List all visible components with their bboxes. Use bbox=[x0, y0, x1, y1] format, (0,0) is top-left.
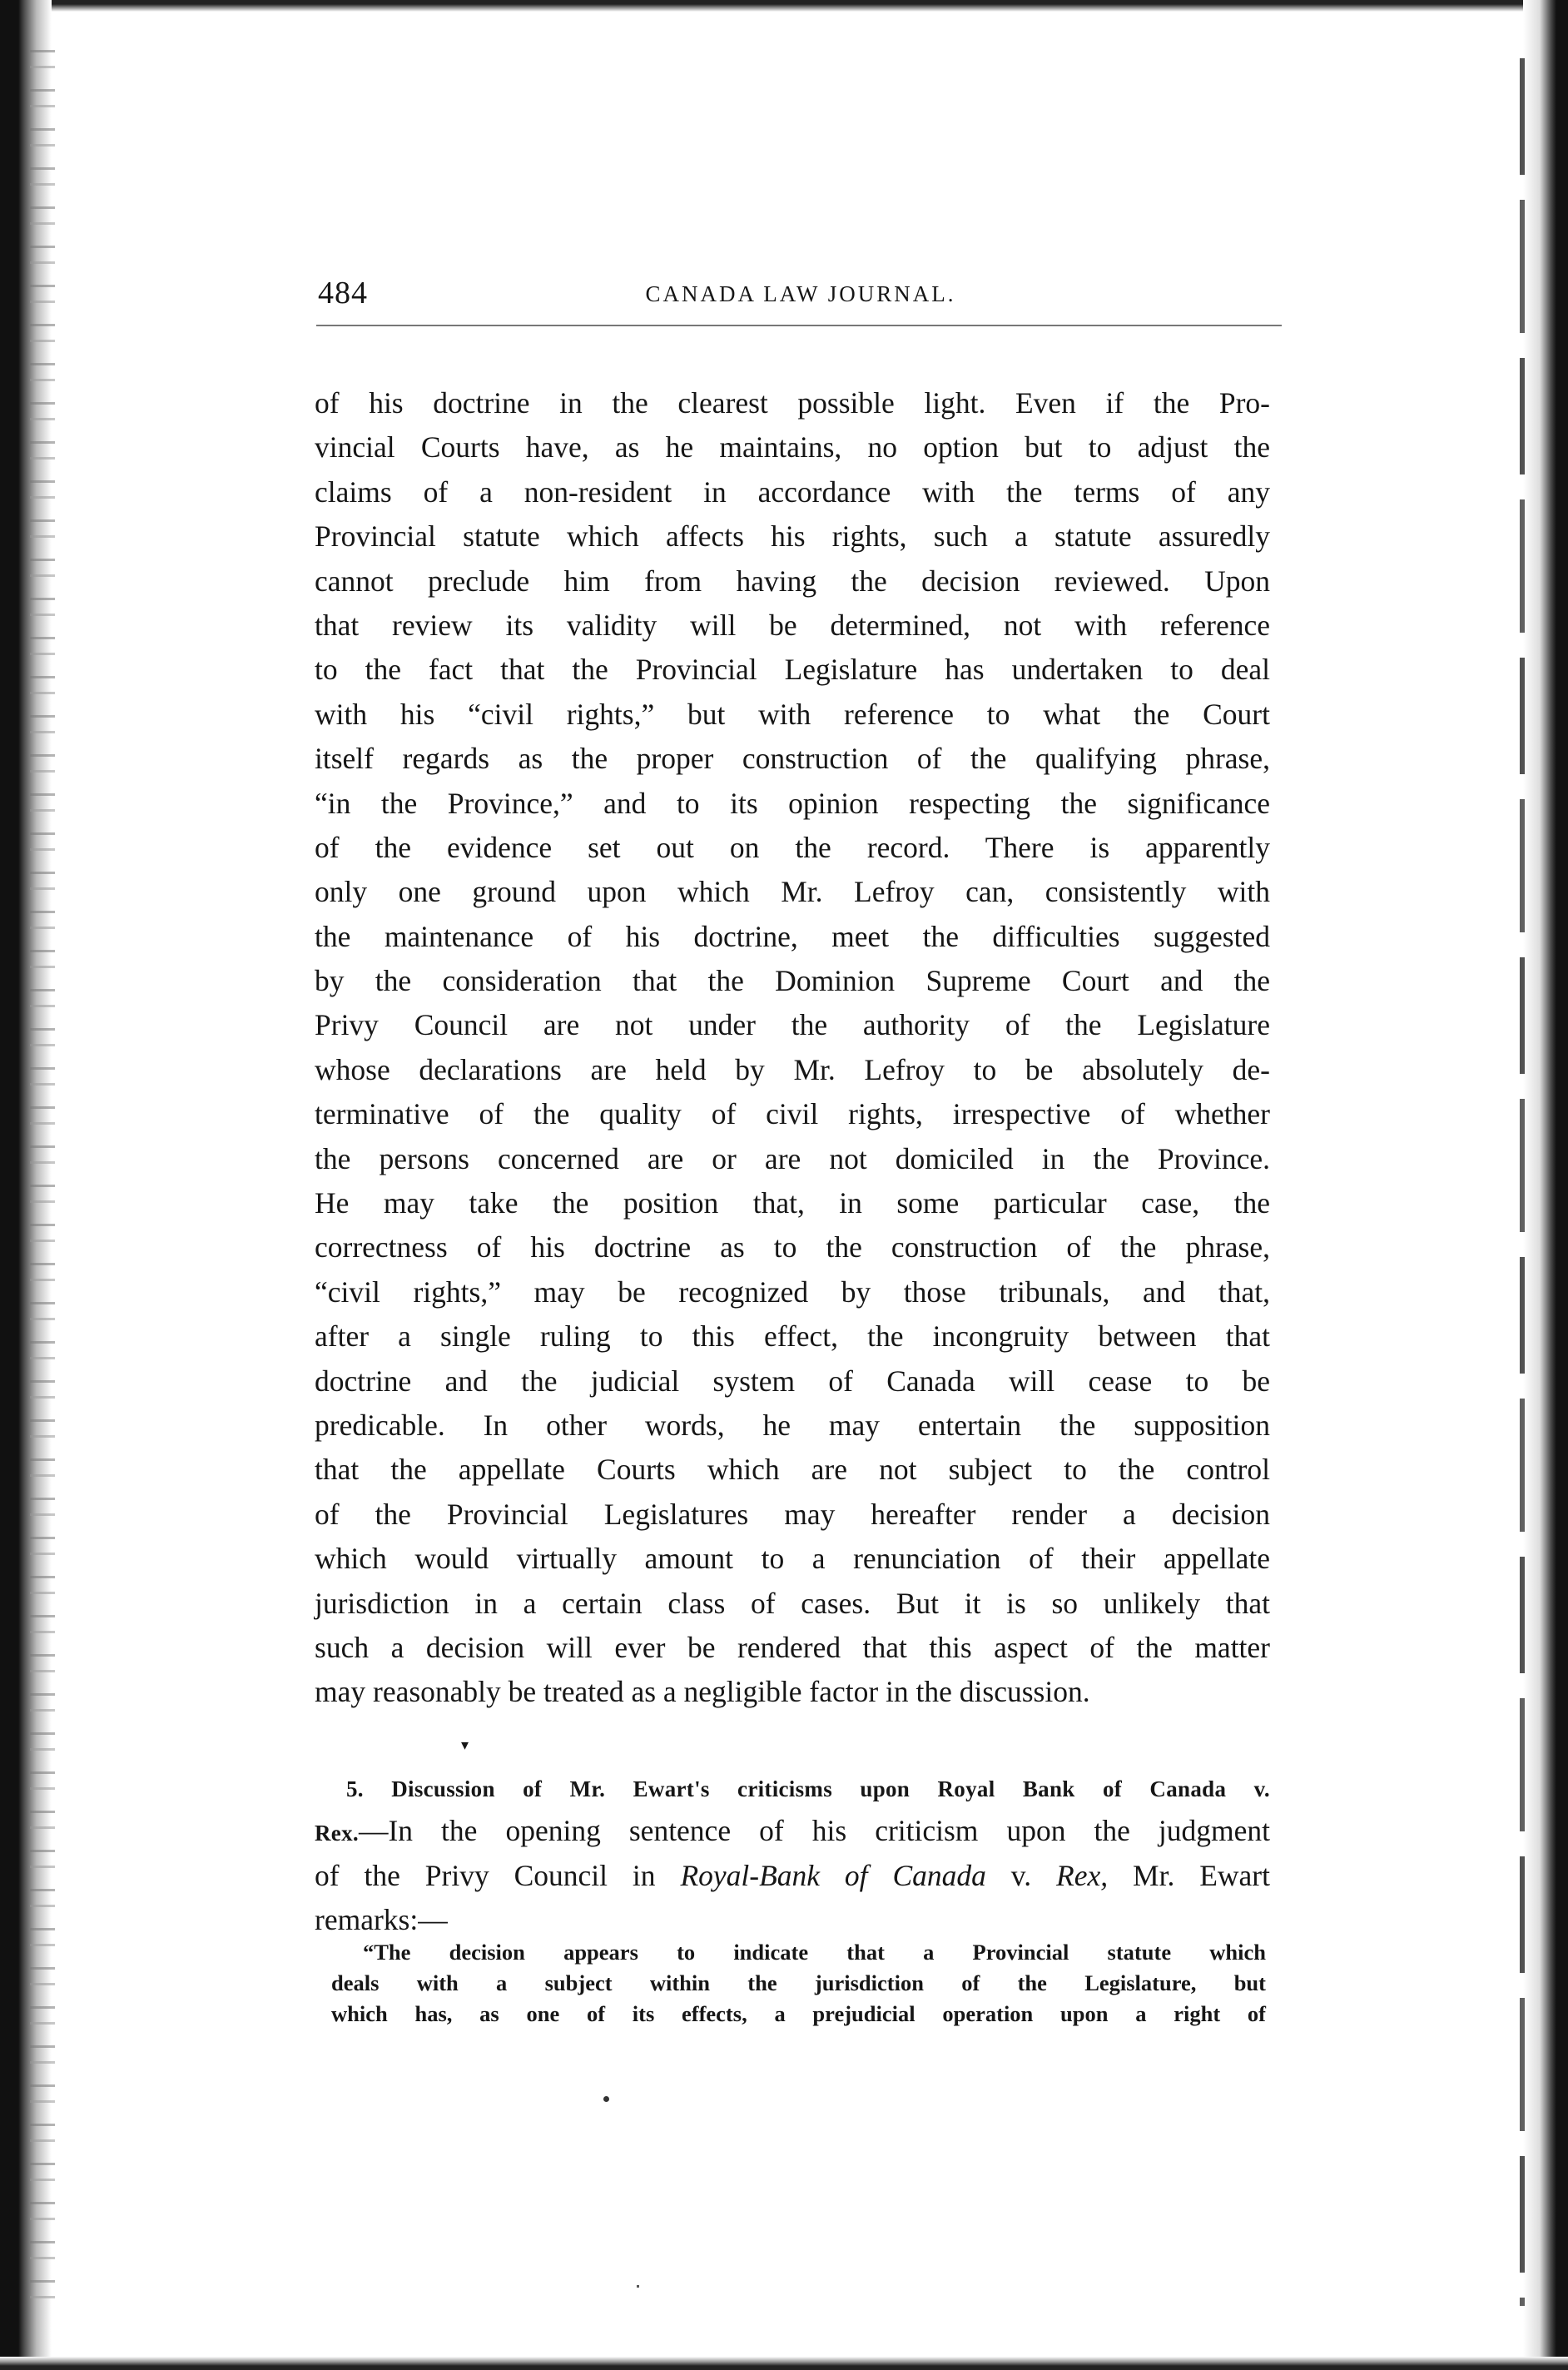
section-5 bbox=[315, 1765, 1270, 1943]
text-line: terminative of the quality of civil rights, irrespective of whether bbox=[315, 1097, 1270, 1131]
scan-left-noise bbox=[30, 50, 55, 2314]
section-heading-continued: Rex. bbox=[315, 1821, 359, 1846]
section-heading: 5. Discussion of Mr. Ewart's criticisms upon Royal Bank of Canada v. bbox=[346, 1776, 1270, 1801]
text-line: by the consideration that the Dominion Supreme Court and the bbox=[315, 964, 1270, 998]
quote-line: which has, as one of its effects, a prejudicial operation upon a right of bbox=[331, 2001, 1266, 2026]
stray-speck bbox=[637, 2285, 639, 2288]
scan-top-edge bbox=[0, 0, 1568, 12]
text-line: after a single ruling to this effect, the incongruity between that bbox=[315, 1319, 1270, 1354]
text-line: Privy Council are not under the authority of the Legislature bbox=[315, 1008, 1270, 1042]
text-line: the persons concerned are or are not domiciled in the Province. bbox=[315, 1141, 1270, 1175]
text-line: predicable. In other words, he may entertain the supposition bbox=[315, 1408, 1270, 1442]
text-line: remarks:— bbox=[315, 1903, 448, 1937]
quote-line: “The decision appears to indicate that a Provincial statute which bbox=[363, 1940, 1266, 1965]
section-text: v. bbox=[985, 1858, 1057, 1892]
text-line: correctness of his doctrine as to the construction of the phrase, bbox=[315, 1230, 1270, 1264]
text-line: doctrine and the judicial system of Canada will cease to be bbox=[315, 1364, 1270, 1398]
block-quote bbox=[331, 1937, 1266, 2030]
text-line: such a decision will ever be rendered that this aspect of the matter bbox=[315, 1630, 1270, 1664]
scan-right-noise bbox=[1520, 58, 1525, 2306]
text-line: itself regards as the proper construction of the qualifying phrase, bbox=[315, 742, 1270, 776]
text-line: that the appellate Courts which are not subject to the control bbox=[315, 1453, 1270, 1487]
text-line bbox=[315, 1809, 1270, 1853]
text-line bbox=[315, 1854, 1270, 1898]
text-line: may reasonably be treated as a negligible factor in the discussion. bbox=[315, 1675, 1090, 1709]
header-rule bbox=[316, 325, 1282, 326]
section-text: —In the opening sentence of his criticism upon the judgment bbox=[358, 1814, 1270, 1848]
text-line: Provincial statute which affects his rights, such a statute assuredly bbox=[315, 519, 1270, 554]
case-name: Royal-Bank of Canada bbox=[680, 1858, 986, 1892]
section-heading-line bbox=[315, 1765, 1270, 1809]
text-line: the maintenance of his doctrine, meet the difficulties suggested bbox=[315, 919, 1270, 953]
text-line: claims of a non-resident in accordance with the terms of any bbox=[315, 474, 1270, 509]
stray-mark: ▾ bbox=[461, 1737, 469, 1753]
scan-bottom-edge bbox=[0, 2357, 1568, 2370]
page-header bbox=[318, 275, 1283, 316]
case-name-rex: Rex, bbox=[1056, 1858, 1109, 1892]
stray-dot bbox=[603, 2096, 609, 2102]
text-line: “civil rights,” may be recognized by those tribunals, and that, bbox=[315, 1274, 1270, 1309]
text-line: He may take the position that, in some particular case, the bbox=[315, 1186, 1270, 1220]
running-title: CANADA LAW JOURNAL. bbox=[645, 281, 956, 306]
text-line: with his “civil rights,” but with reference to what the Court bbox=[315, 697, 1270, 731]
scan-right-edge bbox=[1523, 0, 1568, 2370]
section-text: Mr. Ewart bbox=[1108, 1858, 1270, 1892]
text-line: vincial Courts have, as he maintains, no option but to adjust the bbox=[315, 430, 1270, 465]
section-text: of the Privy Council in bbox=[315, 1858, 681, 1892]
text-line: cannot preclude him from having the decision reviewed. Upon bbox=[315, 564, 1270, 598]
body-paragraph bbox=[315, 381, 1270, 1715]
quote-line: deals with a subject within the jurisdiction of the Legislature, but bbox=[331, 1970, 1266, 1995]
text-line: to the fact that the Provincial Legislature has undertaken to deal bbox=[315, 653, 1270, 687]
text-line: “in the Province,” and to its opinion respecting the significance bbox=[315, 786, 1270, 820]
text-line: which would virtually amount to a renunciation of their appellate bbox=[315, 1542, 1270, 1576]
text-line: jurisdiction in a certain class of cases. But it is so unlikely that bbox=[315, 1586, 1270, 1620]
text-line: whose declarations are held by Mr. Lefroy to be absolutely de- bbox=[315, 1052, 1270, 1086]
text-line: of the Provincial Legislatures may hereafter render a decision bbox=[315, 1497, 1270, 1531]
text-line: only one ground upon which Mr. Lefroy can, consistently with bbox=[315, 875, 1270, 909]
text-line: that review its validity will be determined, not with reference bbox=[315, 608, 1270, 642]
page-number: 484 bbox=[318, 276, 368, 311]
text-line: of the evidence set out on the record. There is apparently bbox=[315, 830, 1270, 864]
text-line: of his doctrine in the clearest possible light. Even if the Pro- bbox=[315, 386, 1270, 420]
